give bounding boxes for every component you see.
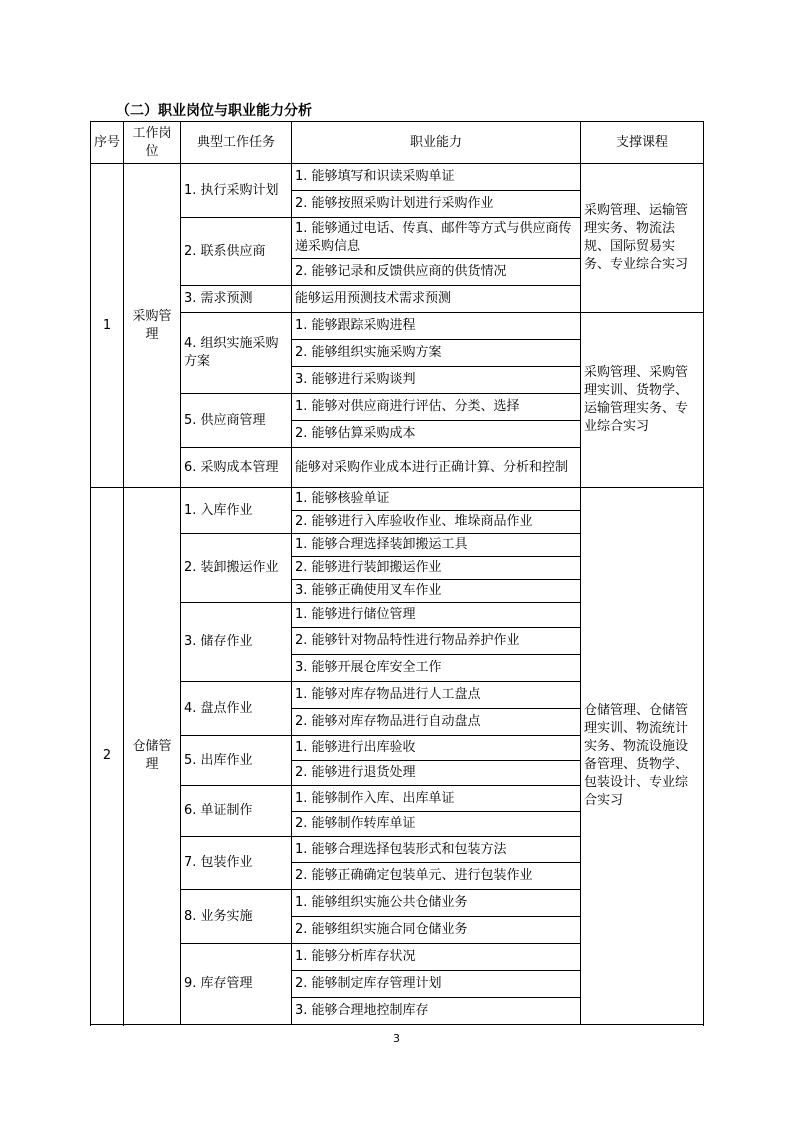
ability-cell: 2. 能够针对物品特性进行物品养护作业 <box>292 628 581 655</box>
task-cell: 2. 装卸搬运作业 <box>181 534 292 603</box>
task-cell: 6. 采购成本管理 <box>181 448 292 488</box>
course-cell: 采购管理、采购管理实训、货物学、运输管理实务、专业综合实习 <box>581 313 704 488</box>
ability-cell: 1. 能够对供应商进行评估、分类、选择 <box>292 394 581 421</box>
seq-cell: 1 <box>91 164 124 488</box>
ability-cell: 3. 能够正确使用叉车作业 <box>292 580 581 603</box>
ability-cell: 2. 能够制作转库单证 <box>292 812 581 837</box>
ability-cell: 2. 能够正确确定包装单元、进行包装作业 <box>292 863 581 890</box>
task-cell: 4. 盘点作业 <box>181 682 292 736</box>
ability-cell: 2. 能够对库存物品进行自动盘点 <box>292 709 581 736</box>
task-cell: 5. 供应商管理 <box>181 394 292 448</box>
page-number: 3 <box>393 1032 400 1045</box>
ability-cell: 2. 能够制定库存管理计划 <box>292 971 581 998</box>
post-cell: 采购管理 <box>124 164 181 488</box>
table-row <box>91 313 704 340</box>
ability-cell: 1. 能够填写和识读采购单证 <box>292 164 581 191</box>
ability-cell: 2. 能够进行装卸搬运作业 <box>292 557 581 580</box>
task-cell: 8. 业务实施 <box>181 890 292 944</box>
header-course: 支撑课程 <box>581 122 704 164</box>
ability-cell: 1. 能够核验单证 <box>292 488 581 511</box>
task-cell: 3. 储存作业 <box>181 603 292 682</box>
post-cell: 仓储管理 <box>124 488 181 1025</box>
ability-cell: 1. 能够合理选择装卸搬运工具 <box>292 534 581 557</box>
ability-cell: 2. 能够估算采购成本 <box>292 421 581 448</box>
ability-cell: 1. 能够进行出库验收 <box>292 736 581 761</box>
task-cell: 3. 需求预测 <box>181 286 292 313</box>
ability-cell: 1. 能够通过电话、传真、邮件等方式与供应商传递采购信息 <box>292 218 581 259</box>
ability-cell: 1. 能够制作入库、出库单证 <box>292 786 581 812</box>
ability-cell: 1. 能够分析库存状况 <box>292 944 581 971</box>
ability-cell: 1. 能够组织实施公共仓储业务 <box>292 890 581 917</box>
table-row <box>91 164 704 191</box>
task-cell: 4. 组织实施采购方案 <box>181 313 292 394</box>
task-cell: 1. 入库作业 <box>181 488 292 534</box>
ability-cell: 2. 能够进行入库验收作业、堆垛商品作业 <box>292 511 581 534</box>
ability-cell: 3. 能够合理地控制库存 <box>292 998 581 1025</box>
ability-cell: 1. 能够进行储位管理 <box>292 603 581 628</box>
ability-table <box>90 121 704 1025</box>
ability-cell: 2. 能够组织实施合同仓储业务 <box>292 917 581 944</box>
course-cell: 采购管理、运输管理实务、物流法规、国际贸易实务、专业综合实习 <box>581 164 704 313</box>
task-cell: 7. 包装作业 <box>181 837 292 890</box>
task-cell: 2. 联系供应商 <box>181 218 292 286</box>
table-row <box>91 488 704 511</box>
task-cell: 1. 执行采购计划 <box>181 164 292 218</box>
ability-cell: 2. 能够记录和反馈供应商的供货情况 <box>292 259 581 286</box>
course-cell: 仓储管理、仓储管理实训、物流统计实务、物流设施设备管理、货物学、包装设计、专业综合实习 <box>581 488 704 1025</box>
task-cell: 6. 单证制作 <box>181 786 292 837</box>
task-cell: 5. 出库作业 <box>181 736 292 786</box>
ability-cell: 2. 能够组织实施采购方案 <box>292 340 581 367</box>
ability-cell: 能够运用预测技术需求预测 <box>292 286 581 313</box>
header-post: 工作岗位 <box>124 122 181 164</box>
ability-cell: 能够对采购作业成本进行正确计算、分析和控制 <box>292 448 581 488</box>
task-cell: 9. 库存管理 <box>181 944 292 1025</box>
section-heading: （二）职业岗位与职业能力分析 <box>116 103 312 119</box>
header-row <box>91 122 704 164</box>
ability-cell: 1. 能够对库存物品进行人工盘点 <box>292 682 581 709</box>
header-task: 典型工作任务 <box>181 122 292 164</box>
ability-cell: 3. 能够进行采购谈判 <box>292 367 581 394</box>
seq-cell: 2 <box>91 488 124 1025</box>
header-seq: 序号 <box>91 122 124 164</box>
ability-cell: 1. 能够合理选择包装形式和包装方法 <box>292 837 581 863</box>
ability-cell: 2. 能够进行退货处理 <box>292 761 581 786</box>
ability-cell: 3. 能够开展仓库安全工作 <box>292 655 581 682</box>
ability-cell: 1. 能够跟踪采购进程 <box>292 313 581 340</box>
header-ability: 职业能力 <box>292 122 581 164</box>
ability-cell: 2. 能够按照采购计划进行采购作业 <box>292 191 581 218</box>
